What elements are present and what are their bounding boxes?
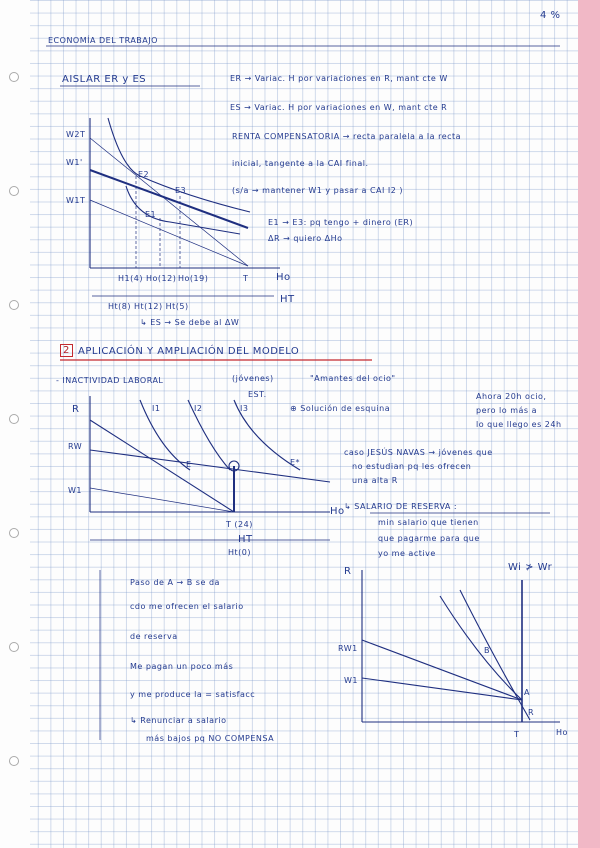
graph3-budget-1 <box>362 640 522 700</box>
graph3-label-rw1: RW1 <box>338 644 358 653</box>
graph1-x-ho12: Ho(12) <box>146 274 177 283</box>
tag-est: EST. <box>248 390 267 399</box>
note-er: ER → Variac. H por variaciones en R, mant cte W <box>230 74 448 83</box>
graph1-label-w1t: W1T <box>66 196 86 205</box>
left-note-1: Paso de A → B se da <box>130 578 220 587</box>
graph1-budget-w2 <box>90 138 248 266</box>
graph1-x-h1: H1(4) <box>118 274 143 283</box>
graph3-x-t: T <box>514 730 520 739</box>
graph2-indiff-i3 <box>234 400 300 470</box>
graph2-bottom: Ht(0) <box>228 548 251 557</box>
graph1-x-ho: Ho <box>276 272 291 283</box>
jesus-note-3: una alta R <box>352 476 398 485</box>
reserve-line-3: yo me active <box>378 549 436 558</box>
left-note-6: ↳ Renunciar a salario <box>130 716 227 725</box>
corner-note-3: lo que llego es 24h <box>476 420 562 429</box>
graph2-axis-ht: HT <box>238 534 253 545</box>
graph1-x-t: T <box>243 274 249 283</box>
graph2-x-ho: Ho <box>330 506 345 517</box>
note-renta-cont: inicial, tangente a la CAI final. <box>232 159 369 168</box>
graph2-label-rw: RW <box>68 442 83 451</box>
graph3-x-ho: Ho <box>556 728 568 737</box>
note-es: ES → Variac. H por variaciones en W, mant cte R <box>230 103 448 112</box>
corner-note-1: Ahora 20h ocio, <box>476 392 547 401</box>
graph3-point-a: A <box>524 688 530 697</box>
graph1-x-ho19: Ho(19) <box>178 274 209 283</box>
jesus-note-2: no estudian pq les ofrecen <box>352 462 472 471</box>
left-note-5: y me produce la = satisfacc <box>130 690 256 699</box>
section2-subheading: - INACTIVIDAD LABORAL <box>56 376 164 385</box>
reserve-inequality: Wi ≯ Wr <box>508 562 553 573</box>
graph1-label-w2t: W2T <box>66 130 86 139</box>
page-number: 4 % <box>540 10 561 21</box>
corner-note-2: pero lo más a <box>476 406 538 415</box>
graph3-label-w1: W1 <box>344 676 358 685</box>
section2-number: 2 <box>60 344 73 357</box>
reserve-line-2: que pagarme para que <box>378 534 480 543</box>
graph1-point-e3: E3 <box>175 186 187 195</box>
page-title: ECONOMÍA DEL TRABAJO <box>48 36 158 45</box>
graph1-axis-ht: HT <box>280 294 295 305</box>
graph2-point-e: E <box>186 460 192 469</box>
corner-solution: ⊕ Solución de esquina <box>290 404 391 413</box>
graph1-indiff-i2 <box>108 118 250 212</box>
jesus-note-1: caso JESÚS NAVAS → jóvenes que <box>344 448 493 457</box>
graph1-bottom-labels: Ht(8) Ht(12) Ht(5) <box>108 302 189 311</box>
graph2-budget-3 <box>90 488 234 512</box>
note-renta: RENTA COMPENSATORIA → recta paralela a la recta <box>232 132 462 141</box>
graph2-point-estar: E* <box>290 458 301 467</box>
section1-heading: AISLAR ER y ES <box>62 74 147 85</box>
graph1-label-w1p: W1' <box>66 158 83 167</box>
graph1-budget-comp <box>90 170 248 228</box>
graph2-curve-i2: I2 <box>194 404 203 413</box>
graph3-point-r: R <box>528 708 535 717</box>
tag-jovenes: (jóvenes) <box>232 374 274 383</box>
note-mantener: (s/a → mantener W1 y pasar a CAI I2 ) <box>232 186 404 195</box>
graph2-label-r: R <box>72 404 80 415</box>
note-e1-e3: E1 → E3: pq tengo + dinero (ER) <box>268 218 414 227</box>
tag-amantes: "Amantes del ocio" <box>310 374 396 383</box>
graph2-curve-i1: I1 <box>152 404 161 413</box>
graph2-curve-i3: I3 <box>240 404 249 413</box>
left-note-2: cdo me ofrecen el salario <box>130 602 244 611</box>
graph3-indiff-2 <box>460 590 530 720</box>
graph3-budget-2 <box>362 678 522 700</box>
left-note-4: Me pagan un poco más <box>130 662 234 671</box>
reserve-line-1: min salario que tienen <box>378 518 479 527</box>
graph2-x-t24: T (24) <box>226 520 253 529</box>
graph1-point-e2: E2 <box>138 170 150 179</box>
note-delta-r: ΔR → quiero ΔHo <box>268 234 343 243</box>
graph1-caption: ↳ ES → Se debe al ΔW <box>140 318 240 327</box>
reserve-title: ↳ SALARIO DE RESERVA : <box>344 502 458 511</box>
graph3-label-r: R <box>344 566 352 577</box>
section2-heading: APLICACIÓN Y AMPLIACIÓN DEL MODELO <box>78 346 300 357</box>
graph2-indiff-i2 <box>188 400 230 470</box>
left-note-3: de reserva <box>130 632 178 641</box>
graph1-point-e1: E1 <box>145 210 157 219</box>
graph1-budget-w1 <box>90 200 248 266</box>
graph3-point-b: B <box>484 646 490 655</box>
graph2-label-w1: W1 <box>68 486 82 495</box>
left-note-7: más bajos pq NO COMPENSA <box>146 734 275 743</box>
